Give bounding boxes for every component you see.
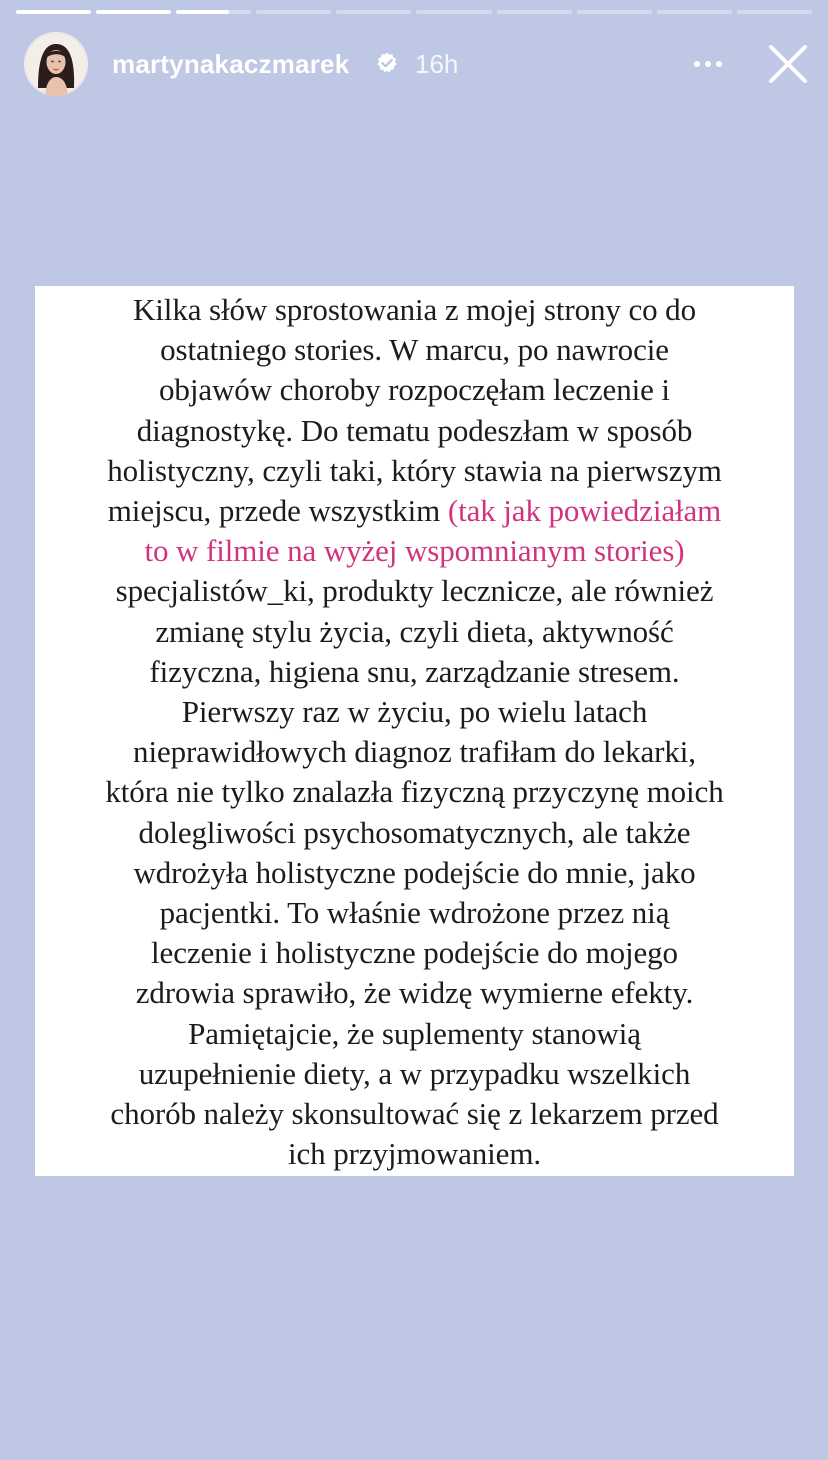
story-line: która nie tylko znalazła fizyczną przyczynę moich <box>105 774 724 810</box>
avatar[interactable] <box>24 32 88 96</box>
progress-segment <box>96 10 171 14</box>
story-line: nieprawidłowych diagnoz trafiłam do lekarki, <box>133 734 696 770</box>
progress-segment-fill <box>96 10 171 14</box>
story-text-card <box>35 286 794 1176</box>
more-options-icon[interactable] <box>690 52 726 76</box>
story-line: chorób należy skonsultować się z lekarzem przed <box>110 1096 719 1132</box>
story-highlight-text: (tak jak powiedziałam <box>447 493 722 529</box>
story-line: holistyczny, czyli taki, który stawia na pierwszym <box>107 452 722 488</box>
close-icon[interactable] <box>766 42 810 86</box>
progress-segment <box>176 10 251 14</box>
story-highlight-text: to w filmie na wyżej wspomnianym stories) <box>144 533 685 569</box>
progress-segment <box>657 10 732 14</box>
story-line: objawów choroby rozpoczęłam leczenie i <box>159 372 670 408</box>
progress-segment-fill <box>176 10 229 14</box>
story-line: specjalistów_ki, produkty lecznicze, ale również <box>115 573 714 609</box>
story-progress-bar <box>16 10 812 14</box>
avatar-photo-icon <box>24 32 88 96</box>
story-line: ich przyjmowaniem. <box>287 1136 541 1172</box>
story-line: fizyczna, higiena snu, zarządzanie stresem. <box>149 653 680 689</box>
progress-segment <box>577 10 652 14</box>
story-line: pacjentki. To właśnie wdrożone przez nią <box>159 895 670 931</box>
story-line: diagnostykę. Do tematu podeszłam w sposób <box>136 412 693 448</box>
story-line: wdrożyła holistyczne podejście do mnie, jako <box>133 854 696 890</box>
username[interactable]: martynakaczmarek <box>112 49 350 79</box>
progress-segment <box>416 10 491 14</box>
story-line: dolegliwości psychosomatycznych, ale także <box>138 814 691 850</box>
story-line: zmianę stylu życia, czyli dieta, aktywność <box>155 613 674 649</box>
story-line: Pamiętajcie, że suplementy stanowią <box>188 1015 641 1051</box>
story-text <box>45 290 784 1174</box>
progress-segment <box>336 10 411 14</box>
progress-segment <box>737 10 812 14</box>
story-line: ostatniego stories. W marcu, po nawrocie <box>160 332 669 368</box>
story-timestamp: 16h <box>415 49 459 79</box>
progress-segment-fill <box>16 10 91 14</box>
story-line: uzupełnienie diety, a w przypadku wszelkich <box>138 1055 691 1091</box>
story-line: leczenie i holistyczne podejście do mojego <box>151 935 678 971</box>
verified-badge-icon <box>375 51 399 75</box>
story-line-mixed <box>45 491 784 531</box>
progress-segment <box>256 10 331 14</box>
story-line-segment: miejscu, przede wszystkim <box>107 493 448 529</box>
story-line: zdrowia sprawiło, że widzę wymierne efekty. <box>135 975 694 1011</box>
progress-segment <box>16 10 91 14</box>
progress-segment <box>497 10 572 14</box>
story-line: Kilka słów sprostowania z mojej strony co do <box>133 292 696 327</box>
story-line: Pierwszy raz w życiu, po wielu latach <box>181 694 648 730</box>
